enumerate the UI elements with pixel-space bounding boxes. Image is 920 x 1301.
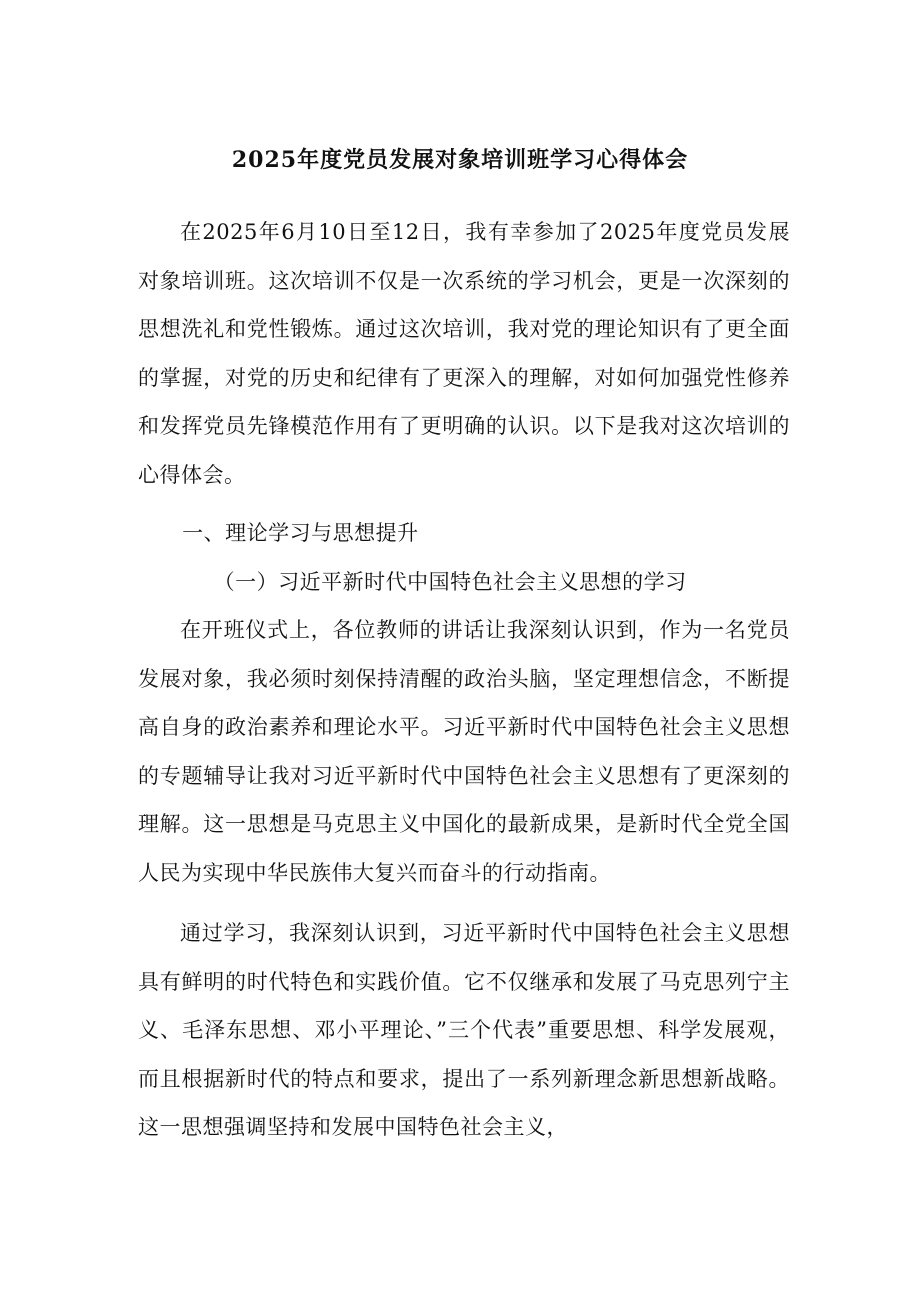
document-body [138,208,790,1152]
intro-paragraph: 在2025年6月10日至12日，我有幸参加了2025年度党员发展对象培训班。这次培训不仅是一次系统的学习机会，更是一次深刻的思想洗礼和党性锻炼。通过这次培训，我对党的理论知识有了更全面的掌握，对党的历史和纪律有了更深入的理解，对如何加强党性修养和发挥党员先锋模范作用有了更明确的认识。以下是我对这次培训的心得体会。 [138,220,790,487]
document-title: 2025年度党员发展对象培训班学习心得体会 [231,147,689,173]
body-paragraph: 通过学习，我深刻认识到，习近平新时代中国特色社会主义思想具有鲜明的时代特色和实践价值。它不仅继承和发展了马克思列宁主义、毛泽东思想、邓小平理论、”三个代表”重要思想、科学发展观，而且根据新时代的特点和要求，提出了一系列新理念新思想新战略。这一思想强调坚持和发展中国特色社会主义， [138,921,790,1139]
section-heading: 一、理论学习与思想提升 [182,521,419,545]
body-paragraph: 在开班仪式上，各位教师的讲话让我深刻认识到，作为一名党员发展对象，我必须时刻保持清醒的政治头脑，坚定理想信念，不断提高自身的政治素养和理论水平。习近平新时代中国特色社会主义思想的专题辅导让我对习近平新时代中国特色社会主义思想有了更深刻的理解。这一思想是马克思主义中国化的最新成果，是新时代全党全国人民为实现中华民族伟大复兴而奋斗的行动指南。 [138,618,790,885]
subsection-heading: （一）习近平新时代中国特色社会主义思想的学习 [213,569,687,594]
